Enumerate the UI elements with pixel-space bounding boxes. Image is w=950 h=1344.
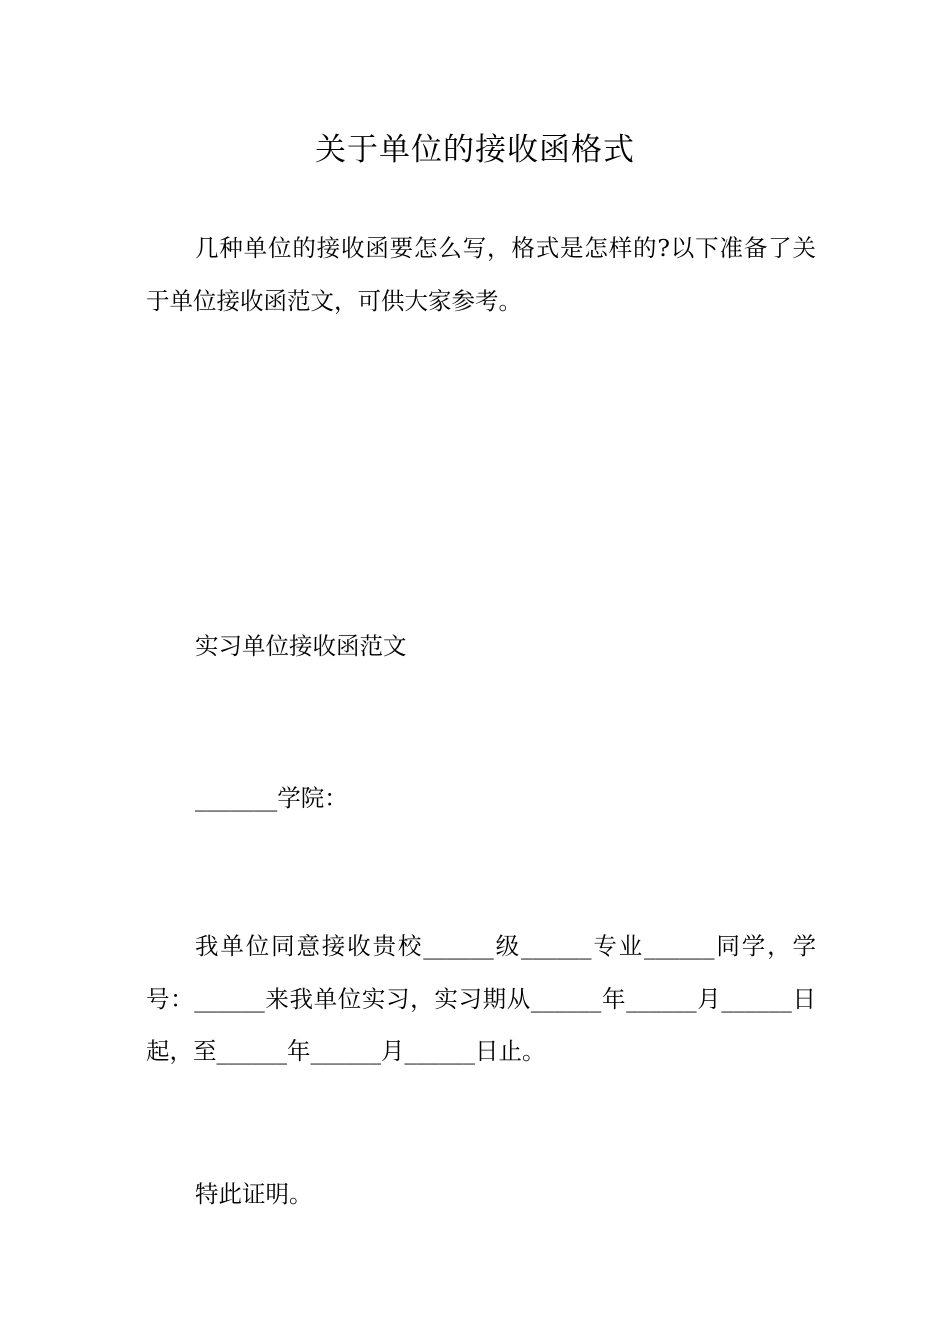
address-line: _______学院： (195, 784, 348, 812)
body-paragraph: 我单位同意接收贵校______级______专业______同学，学号：______来我单位实习，实习期从______年______月______日起，至______年______月______日止。 (146, 932, 816, 1065)
section-heading: 实习单位接收函范文 (195, 632, 407, 660)
closing-line: 特此证明。 (195, 1180, 313, 1208)
intro-paragraph: 几种单位的接收函要怎么写，格式是怎样的?以下准备了关于单位接收函范文，可供大家参考。 (146, 234, 816, 315)
document-title: 关于单位的接收函格式 (315, 132, 635, 168)
